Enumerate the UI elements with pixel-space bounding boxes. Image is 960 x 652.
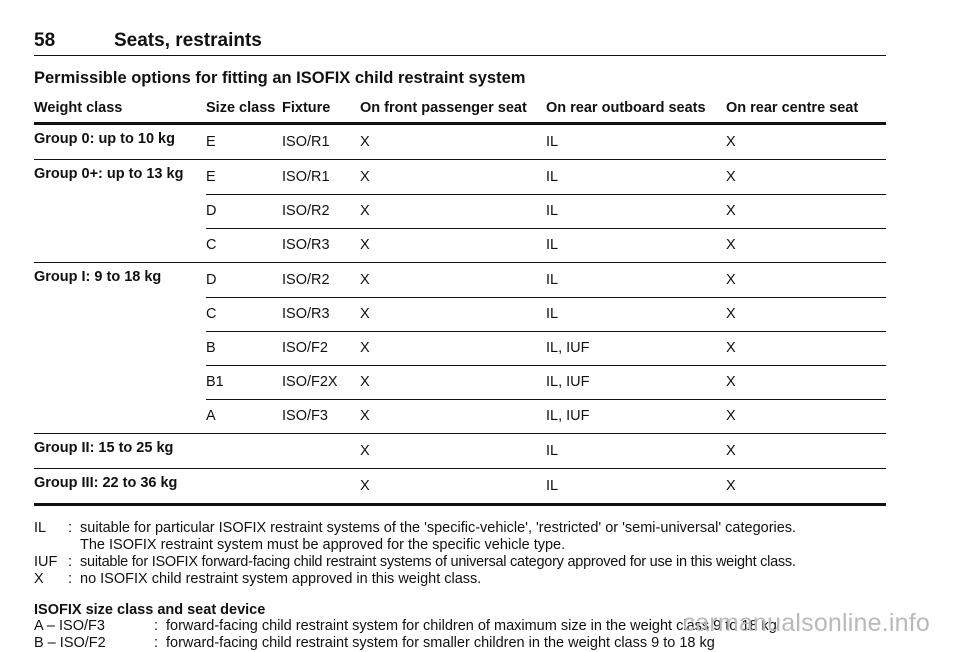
cell-fixture [282, 434, 360, 469]
size-separator: : [154, 635, 159, 651]
cell-front: X [360, 194, 546, 228]
legend-text: suitable for particular ISOFIX restraint systems of the 'specific-vehicle', 'restricted' or 'semi-universal' categories. [80, 520, 797, 536]
cell-fixture: ISO/R2 [282, 194, 360, 228]
cell-outboard: IL [546, 160, 726, 195]
cell-weight [34, 365, 206, 399]
cell-fixture: ISO/F2 [282, 331, 360, 365]
cell-outboard: IL [546, 228, 726, 263]
cell-centre: X [726, 331, 886, 365]
legend-text: suitable for ISOFIX forward-facing child restraint systems of universal category approved for use in this weight class. [80, 554, 796, 570]
legend-item [34, 571, 886, 588]
cell-centre: X [726, 297, 886, 331]
cell-front: X [360, 365, 546, 399]
table-row [34, 297, 886, 331]
cell-centre: X [726, 124, 886, 160]
cell-front: X [360, 228, 546, 263]
size-text: forward-facing child restraint system for smaller children in the weight class 9 to 18 kg [166, 635, 715, 651]
cell-weight [34, 331, 206, 365]
cell-weight [34, 297, 206, 331]
cell-size: B1 [206, 365, 282, 399]
page-number: 58 [34, 30, 56, 51]
cell-outboard: IL [546, 263, 726, 298]
cell-fixture [282, 469, 360, 505]
cell-size: C [206, 297, 282, 331]
cell-fixture: ISO/F2X [282, 365, 360, 399]
table-row [34, 124, 886, 160]
col-front-passenger: On front passenger seat [360, 97, 546, 124]
table-row [34, 194, 886, 228]
cell-front: X [360, 469, 546, 505]
cell-size: E [206, 160, 282, 195]
cell-weight [34, 399, 206, 434]
table-row [34, 263, 886, 298]
cell-centre: X [726, 160, 886, 195]
size-key: B – ISO/F2 [34, 635, 106, 651]
cell-outboard: IL [546, 469, 726, 505]
legend-text: The ISOFIX restraint system must be approved for the specific vehicle type. [80, 537, 566, 553]
cell-front: X [360, 124, 546, 160]
cell-front: X [360, 331, 546, 365]
legend-item [34, 520, 886, 537]
legend-separator: : [68, 571, 73, 587]
cell-centre: X [726, 469, 886, 505]
cell-fixture: ISO/R1 [282, 160, 360, 195]
col-fixture: Fixture [282, 97, 360, 124]
cell-weight: Group III: 22 to 36 kg [34, 469, 206, 505]
cell-outboard: IL [546, 297, 726, 331]
table-title: Permissible options for fitting an ISOFIX child restraint system [34, 69, 526, 87]
cell-size: C [206, 228, 282, 263]
col-weight-class: Weight class [34, 97, 206, 124]
legend-key: X [34, 571, 44, 587]
cell-size [206, 434, 282, 469]
cell-front: X [360, 434, 546, 469]
cell-fixture: ISO/R1 [282, 124, 360, 160]
legend-separator: : [68, 520, 73, 536]
cell-front: X [360, 297, 546, 331]
size-section-title: ISOFIX size class and seat device [34, 602, 266, 618]
manual-page [34, 30, 886, 652]
cell-centre: X [726, 365, 886, 399]
cell-weight [34, 194, 206, 228]
page-header [34, 30, 886, 56]
cell-weight: Group 0: up to 10 kg [34, 124, 206, 160]
table-row [34, 469, 886, 505]
cell-weight: Group I: 9 to 18 kg [34, 269, 162, 285]
table-row [34, 228, 886, 263]
table-row [34, 399, 886, 434]
legend [34, 520, 886, 588]
table-row [34, 160, 886, 195]
legend-text: no ISOFIX child restraint system approved in this weight class. [80, 571, 482, 587]
legend-key: IL [34, 520, 47, 536]
cell-fixture: ISO/F3 [282, 399, 360, 434]
table-row [34, 331, 886, 365]
cell-front: X [360, 399, 546, 434]
cell-centre: X [726, 194, 886, 228]
cell-outboard: IL [546, 124, 726, 160]
legend-separator: : [68, 554, 73, 570]
col-size-class: Size class [206, 97, 282, 124]
cell-size: E [206, 124, 282, 160]
cell-fixture: ISO/R3 [282, 228, 360, 263]
size-key: A – ISO/F3 [34, 618, 105, 634]
cell-outboard: IL [546, 434, 726, 469]
legend-separator [68, 537, 80, 554]
size-separator: : [154, 618, 159, 634]
cell-outboard: IL, IUF [546, 365, 726, 399]
cell-weight: Group II: 15 to 25 kg [34, 434, 206, 469]
cell-fixture: ISO/R3 [282, 297, 360, 331]
cell-size [206, 469, 282, 505]
cell-weight: Group 0+: up to 13 kg [34, 166, 184, 182]
size-text: forward-facing child restraint system for children of maximum size in the weight class 9 to 18 kg [166, 618, 777, 634]
col-rear-outboard: On rear outboard seats [546, 97, 726, 124]
legend-item [34, 537, 886, 554]
cell-outboard: IL [546, 194, 726, 228]
cell-centre: X [726, 399, 886, 434]
cell-size: D [206, 263, 282, 298]
legend-key: IUF [34, 554, 58, 570]
isofix-table [34, 97, 886, 506]
cell-outboard: IL, IUF [546, 399, 726, 434]
legend-item [34, 554, 886, 571]
cell-weight [34, 228, 206, 263]
cell-size: A [206, 399, 282, 434]
cell-centre: X [726, 228, 886, 263]
cell-front: X [360, 263, 546, 298]
cell-fixture: ISO/R2 [282, 263, 360, 298]
table-row [34, 365, 886, 399]
table-row [34, 434, 886, 469]
col-rear-centre: On rear centre seat [726, 97, 886, 124]
section-title: Seats, restraints [114, 30, 262, 51]
table-header-row [34, 97, 886, 124]
cell-size: B [206, 331, 282, 365]
cell-outboard: IL, IUF [546, 331, 726, 365]
cell-front: X [360, 160, 546, 195]
cell-centre: X [726, 263, 886, 298]
watermark: carmanualsonline.info [682, 609, 930, 637]
cell-centre: X [726, 434, 886, 469]
legend-key [34, 537, 68, 554]
cell-size: D [206, 194, 282, 228]
